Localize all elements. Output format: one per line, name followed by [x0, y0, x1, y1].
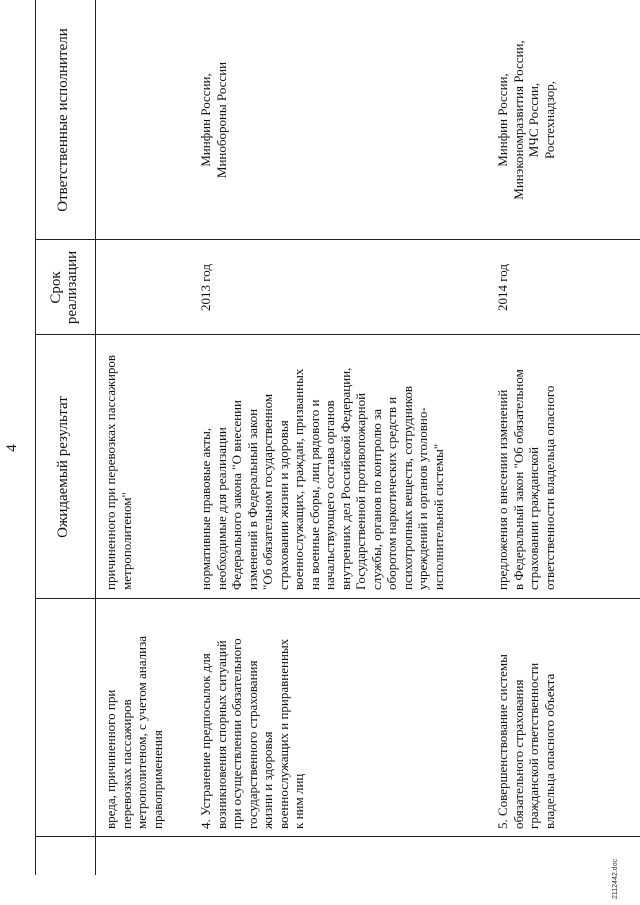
column-divider-1 — [35, 836, 640, 837]
row3-executors: Минфин России, Минэкономразвития России, МЧС России, Ростехнадзор, — [495, 40, 557, 200]
header-executors: Ответственные исполнители — [55, 28, 71, 212]
row2-measure: 4. Устранение предпосылок для возникновения спорных ситуаций при осуществлении обязательного государственного страхования жизни и здоровья военнослужащих и приравненных к ним лиц — [198, 638, 306, 829]
row3-measure: 5. Совершенствование системы обязательного страхования гражданской ответственности владельца опасного объекта — [495, 654, 557, 829]
document-filename: 2112442.doc — [612, 859, 619, 899]
table-header-top-border — [35, 0, 36, 875]
row1-measure: вреда, причиненного при перевозках пассажиров метрополитеном, с учетом анализа правоприменения — [103, 636, 165, 829]
column-divider-2 — [35, 598, 640, 599]
row1-result: причиненного при перевозках пассажиров метрополитеном" — [103, 354, 134, 590]
row2-executors: Минфин России, Минобороны России — [198, 61, 229, 179]
row2-result: нормативные правовые акты, необходимые для реализации Федерального закона "О внесении изменений в Федеральный закон "Об обязательном государственном страховании жизни и здоровья военнослужащих, граждан, призванных на военные сборы, лиц рядового и начальствующего состава органов внутренних дел Российской Федерации, Государственной противопожарной службы, органов по контролю за оборотом наркотических средств и психотропных веществ, сотрудников учреждений и органов уголовно- исполнительной системы" — [198, 367, 446, 590]
row3-deadline: 2014 год — [495, 264, 510, 311]
row3-result: предложения о внесении изменений в Федеральный закон "Об обязательном страховании гражданской ответственности владельца опасного — [495, 369, 557, 590]
page-number: 4 — [4, 444, 20, 452]
row2-deadline: 2013 год — [198, 264, 213, 311]
table-header-bottom-border — [95, 0, 96, 875]
header-deadline: Срок реализации — [48, 250, 80, 325]
header-result: Ожидаемый результат — [55, 396, 71, 538]
